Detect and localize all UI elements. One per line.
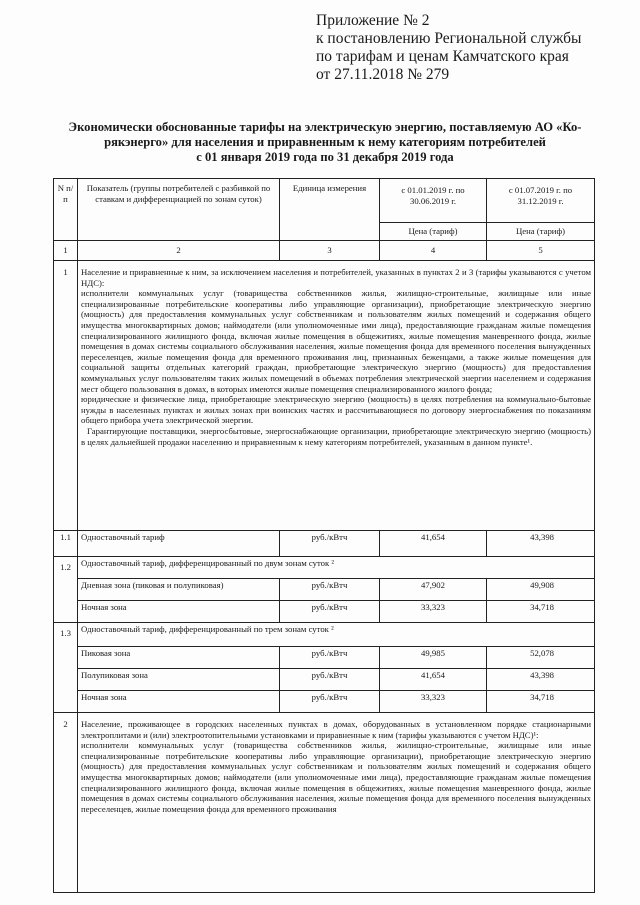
row-2-para-1: Население, проживающее в городских населенных пунктах в домах, оборудованных в установленном порядке стационарными электроплитами и (или) электроотопительными установками и приравненные к ним (тарифы указываются с учетом НДС)¹:	[81, 719, 591, 740]
appendix-block	[316, 12, 626, 84]
row-1-3-sub-1-label: Пиковая зона	[78, 647, 280, 669]
document-title	[30, 120, 620, 164]
header-period-2: с 01.07.2019 г. по 31.12.2019 г.	[487, 179, 595, 223]
row-1-3-sub-3-unit: руб./кВтч	[280, 691, 380, 713]
header-indicator: Показатель (группы потребителей с разбивкой по ставкам и дифференциацией по зонам суток)	[78, 179, 280, 241]
column-number-3: 3	[280, 241, 380, 261]
row-1-2-sub-2-unit: руб./кВтч	[280, 601, 380, 623]
row-1-3	[54, 623, 595, 647]
row-1-3-sub-2-value-1: 41,654	[380, 669, 487, 691]
row-1	[54, 261, 595, 531]
row-1-1-label: Одноставочный тариф	[78, 531, 280, 557]
row-1-3-sub-2	[54, 669, 595, 691]
row-1-2-sub-1-label: Дневная зона (пиковая и полупиковая)	[78, 579, 280, 601]
row-1-3-sub-1-value-1: 49,985	[380, 647, 487, 669]
row-1-3-sub-1	[54, 647, 595, 669]
row-1-2-sub-2-label: Ночная зона	[78, 601, 280, 623]
header-price-1: Цена (тариф)	[380, 223, 487, 241]
header-period-1: с 01.01.2019 г. по 30.06.2019 г.	[380, 179, 487, 223]
appendix-line-4: от 27.11.2018 № 279	[316, 66, 450, 83]
row-1-3-num: 1.3	[54, 623, 78, 713]
row-1-2-sub-1-value-2: 49,908	[487, 579, 595, 601]
row-1-2-sub-1	[54, 579, 595, 601]
row-2-para-2: исполнители коммунальных услуг (товарищества собственников жилья, жилищно-строительные, жилищные или иные специализированные потребительские кооперативы либо управляющие организации), приобретающие электрическую энергию (мощность) для предоставления коммунальных услуг собственникам и пользователям жилых помещений и содержания общего имущества многоквартирных домов; наймодатели (или уполномоченные ими лица), предоставляющие гражданам жилые помещения специализированного жилищного фонда, включая жилые помещения в общежитиях, жилые помещения маневренного фонда, жилые помещения в домах системы социального обслуживания населения, жилые помещения фонда для временного поселения вынужденных переселенцев, жилые помещения фонда для временного проживания	[81, 740, 591, 814]
column-number-5: 5	[487, 241, 595, 261]
row-1-2-sub-2-value-1: 33,323	[380, 601, 487, 623]
title-line-2: рякэнерго» для населения и приравненным к нему категориям потребителей	[104, 134, 546, 149]
row-2	[54, 713, 595, 893]
header-unit: Единица измерения	[280, 179, 380, 241]
row-1-para-2: исполнители коммунальных услуг (товарищества собственников жилья, жилищно-строительные, жилищные или иные специализированные потребительские кооперативы либо управляющие организации), приобретающие электрическую энергию (мощность) для предоставления коммунальных услуг собственникам и пользователям жилых помещений и содержания общего имущества многоквартирных домов; наймодатели (или уполномоченные ими лица), предоставляющие гражданам жилые помещения специализированного жилищного фонда, включая жилые помещения в общежитиях, жилые помещения маневренного фонда, жилые помещения в домах системы социального обслуживания населения, жилые помещения фонда для временного поселения вынужденных переселенцев, жилые помещения фонда для временного проживания лиц, признанных беженцами, а также жилые помещения для социальной защиты отдельных категорий граждан, приобретающие электрическую энергию (мощность) для предоставления коммунальных услуг пользователям таких жилых помещений в объемах потребления электрической энергии населением и содержания мест общего пользования в домах, в которых имеются жилые помещения специализированного жилого фонда;	[81, 288, 591, 394]
row-1-1-num: 1.1	[54, 531, 78, 557]
tariff-table	[53, 178, 595, 893]
row-1-para-4: Гарантирующие поставщики, энергосбытовые, энергоснабжающие организации, приобретающие электрическую энергию (мощность) в целях дальнейшей продажи населению и приравненным к нему категориям потребителей, указанным в данном пункте¹.	[81, 425, 591, 447]
row-1-3-sub-1-unit: руб./кВтч	[280, 647, 380, 669]
row-1-2-sub-1-value-1: 47,902	[380, 579, 487, 601]
row-1-3-sub-3-value-1: 33,323	[380, 691, 487, 713]
row-2-num: 2	[54, 713, 78, 893]
row-1-2-sub-1-unit: руб./кВтч	[280, 579, 380, 601]
row-1-2	[54, 557, 595, 579]
row-1-text	[78, 261, 595, 531]
row-1-1-value-1: 41,654	[380, 531, 487, 557]
title-line-1: Экономически обоснованные тарифы на электрическую энергию, поставляемую АО «Ко-	[68, 120, 582, 134]
row-1-3-label: Одноставочный тариф, дифференцированный по трем зонам суток ²	[78, 623, 595, 647]
appendix-line-2: к постановлению Региональной службы	[316, 30, 582, 47]
header-price-2: Цена (тариф)	[487, 223, 595, 241]
row-2-text	[78, 713, 595, 893]
row-1-para-1: Население и приравненные к ним, за исключением населения и потребителей, указанных в пунктах 2 и 3 (тарифы указываются с учетом НДС):	[81, 267, 591, 288]
column-number-1: 1	[54, 241, 78, 261]
row-1-3-sub-3-label: Ночная зона	[78, 691, 280, 713]
row-1-3-sub-3	[54, 691, 595, 713]
column-number-4: 4	[380, 241, 487, 261]
row-1-3-sub-2-value-2: 43,398	[487, 669, 595, 691]
row-1-3-sub-3-value-2: 34,718	[487, 691, 595, 713]
column-number-2: 2	[78, 241, 280, 261]
row-1-3-sub-2-unit: руб./кВтч	[280, 669, 380, 691]
appendix-line-1: Приложение № 2	[316, 12, 430, 29]
row-1-2-sub-2-value-2: 34,718	[487, 601, 595, 623]
header-num: N п/п	[54, 179, 78, 241]
row-1-3-sub-1-value-2: 52,078	[487, 647, 595, 669]
row-1-2-num: 1.2	[54, 557, 78, 623]
appendix-line-3: по тарифам и ценам Камчатского края	[316, 48, 569, 65]
row-1-1-value-2: 43,398	[487, 531, 595, 557]
row-1-2-label: Одноставочный тариф, дифференцированный по двум зонам суток ²	[78, 557, 595, 579]
row-1-para-3: юридические и физические лица, приобретающие электрическую энергию (мощность) в целях потребления на коммунально-бытовые нужды в населенных пунктах и жилых зонах при воинских частях и рассчитывающиеся по договору энергоснабжения по показаниям общего прибора учета электрической энергии.	[81, 394, 591, 426]
row-1-1-unit: руб./кВтч	[280, 531, 380, 557]
row-1-2-sub-2	[54, 601, 595, 623]
row-1-1	[54, 531, 595, 557]
header-row	[54, 179, 595, 223]
row-1-3-sub-2-label: Полупиковая зона	[78, 669, 280, 691]
row-1-num: 1	[54, 261, 78, 531]
column-numbers-row	[54, 241, 595, 261]
title-line-3: с 01 января 2019 года по 31 декабря 2019 года	[196, 149, 454, 164]
